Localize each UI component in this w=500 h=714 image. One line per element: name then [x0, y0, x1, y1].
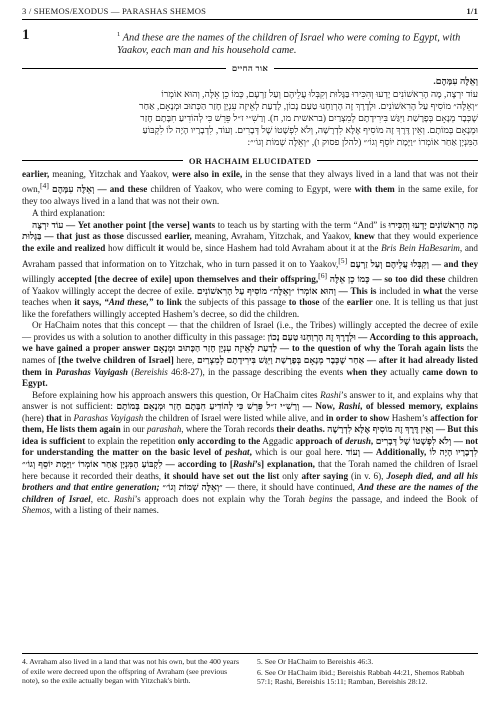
elucidation-paragraph-4: Or HaChaim notes that this concept — that the children of Israel (i.e., the Tribes) willingly accepted the decree of exile — provides us with a solution to another difficulty in this passage: וּלְדֶרֶךְ זֶה הָרְוַחְנוּ טַעַם נָכוֹן — According to this approach, we have gained a proper answer לָדַעַת לְאֵיזֶה עִנְיָן חָזַר הַכָּתוּב וּמְנָאָם — to the question of why the Torah again lists the names of [the twelve children of Israel] here, אַחַר שֶׁכְּבָר מְנָאָם בְּפָרָשַׁת וַיִּגַּשׁ בִּירִידָתָם לְמִצְרַיִם — after it had already listed them in Parashas Vayigash (Bereishis 46:8-27), in the passage describing the events when they actually came down to Egypt. — [22, 320, 478, 389]
ohr-hachaim-label: אור החיים — [231, 63, 269, 74]
hebrew-dibbur-hamaschil: וְאֵלֶּה עִמָּהֶם. — [433, 77, 478, 88]
ohr-hachaim-divider — [22, 63, 478, 73]
hebrew-line: וּמְנָאָם בְּמוֹתָם. וְאֵין דֶּרֶךְ זֶה מוֹסִיף אֶלָּא לִדְרָשָׁה, וְלֹא לִפְשָׁטוֹ שֶׁל דְּבָרִים. וְעוֹד, לִדְבָרָיו הָיָה לוֹ לִקְבּוֹעַ — [142, 126, 478, 137]
footnote-5: 5. See Or HaChaim to Bereishis 46:3. — [257, 657, 374, 666]
hebrew-line: הַמִּנְיָן אַחַר אוֹמְרוֹ ״וַיָּמָת יוֹסֵף וְגוֹ׳״ (להלן פסוק ו), ״וְאֵלֶּה שְׁמוֹת וְגוֹ׳״: — [247, 138, 478, 149]
hebrew-line: עוֹד יִרְצֶה, מָה הָרִאשׁוֹנִים יָדְעוּ וְהִכִּירוּ בַּגָּלוּת וְקִבְּלוּ עֲלֵיהֶם וְעַל זַרְעָם, כְּמוֹ כֵן אֵלֶּה, וְהוּא אוֹמְרוֹ — [161, 89, 478, 100]
running-header-left: 3 / SHEMOS/EXODUS — PARASHAS SHEMOS — [22, 6, 207, 16]
english-elucidation — [22, 169, 478, 517]
divider-rule-right — [274, 68, 478, 69]
footnotes — [22, 653, 478, 688]
elucidation-paragraph-2: A third explanation: — [32, 208, 105, 219]
divider-rule-right — [317, 160, 478, 161]
divider-rule-left — [22, 160, 183, 161]
footnote-6: 6. See Or HaChaim ibid.; Bereishis Rabbah 44:21, Shemos Rabbah 57:1; Rashi, Bereishis 15:11; Ramban, Bereishis 28:12. — [257, 667, 465, 687]
elucidation-paragraph-1: earlier, meaning, Yitzchak and Yaakov, were also in exile, in the sense that they always lived in a land that was not their own,[4] וְאֵלֶּה עִמָּהֶם — and these children of Yaakov, who were coming to Egypt, were with them in the same exile, for they too always lived in a land that was not their own. — [22, 168, 479, 206]
hebrew-commentary — [22, 76, 478, 149]
elucidated-divider — [22, 156, 478, 166]
footnote-4: 4. Avraham also lived in a land that was not his own, but the 400 years of exile were decreed upon the offspring of Avraham (see previous note), so the exile actually began with Yitzchak's birth. — [22, 657, 239, 686]
hebrew-line: שֶׁכְּבָר מְנָאָם בְּפָרָשַׁת וַיִּגַּשׁ בִּירִידָתָם לְמִצְרַיִם (בראשית מו, ח). וְרַשִׁ״י ז״ל פֵּרֵשׁ כִּי לְהוֹדִיעַ חִבָּתָם חָזַר — [140, 114, 478, 125]
verse-number: 1 — [22, 27, 30, 43]
elucidation-paragraph-3: עוֹד יִרְצֶה — Yet another point [the verse] wants to teach us by starting with the term “And” is מָה הָרִאשׁוֹנִים יָדְעוּ וְהִכִּירוּ בַּגָּלוּת — that just as those discussed earlier, meaning, Avraham, Yitzchak, and Yaakov, knew that they would experience the exile and realized how difficult it would be, since Hashem had told Avraham about it at the Bris Bein HaBesarim, and Avraham passed that information on to Yitzchak, who in turn passed it on to Yaakov,[5] וְקִבְּלוּ עֲלֵיהֶם וְעַל זַרְעָם — and they willingly accepted [the decree of exile] upon themselves and their offspring,[6] כְּמוֹ כֵן אֵלֶּה — so too did these children of Yaakov willingly accept the decree of exile. וְהוּא אוֹמְרוֹ ״וְאֵלֶּה״ מוֹסִיף עַל הָרִאשׁוֹנִים — This is included in what the verse teaches when it says, “And these,” to link the subjects of this passage to those of the earlier one. It is telling us that just like the forefathers willingly accepted Hashem’s decree, so did the children. — [22, 219, 479, 319]
footnotes-right-column — [257, 657, 478, 688]
verse-block — [22, 28, 478, 57]
verse-translation — [117, 28, 478, 57]
verse-text: And these are the names of the children of Israel who were coming to Egypt, with Yaakov, each man and his household came. — [117, 32, 461, 57]
page-number: 1/1 — [466, 6, 478, 16]
footnotes-left-column — [22, 657, 243, 688]
divider-rule-left — [22, 68, 226, 69]
running-header — [22, 6, 478, 20]
elucidated-label: OR HACHAIM ELUCIDATED — [188, 155, 312, 166]
hebrew-line: ״וְאֵלֶּה״ מוֹסִיף עַל הָרִאשׁוֹנִים. וּלְדֶרֶךְ זֶה הָרְוַחְנוּ טַעַם נָכוֹן, לָדַעַת לְאֵיזֶה עִנְיָן חָזַר הַכָּתוּב וּמְנָאָם, אַחַר — [139, 101, 478, 112]
elucidation-paragraph-5: Before explaining how his approach answers this question, Or HaChaim cites Rashi’s answer to it, and explains why that answer is not sufficient: וְרַשִׁ״י ז״ל פֵּרֵשׁ כִּי לְהוֹדִיעַ חִבָּתָם חָזַר וּמְנָאָם בְּמוֹתָם — Now, Rashi, of blessed memory, explains (here) that in Parashas Vayigash the children of Israel were listed while alive, and in order to show Hashem’s affection for them, He lists them again in our parashah, where the Torah records their deaths. וְאֵין דֶּרֶךְ זֶה מוֹסִיף אֶלָּא לִדְרָשָׁה — But this idea is sufficient to explain the repetition only according to the Aggadic approach of derush, וְלֹא לִפְשָׁטוֹ שֶׁל דְּבָרִים — not for understanding the matter on the basic level of peshat, which is our goal here. וְעוֹד — Additionally, לִדְבָרָיו הָיָה לוֹ לִקְבּוֹעַ הַמִּנְיָן אַחַר אוֹמְרוֹ ״וַיָּמָת יוֹסֵף וְגוֹ׳״ — according to [Rashi’s] explanation, that the Torah named the children of Israel here because it recorded their deaths, it should have set out the list only after saying (in v. 6), Joseph died, and all his brothers and that entire generation; ״וְאֵלֶּה שְׁמוֹת וְגוֹ׳״ — there, it should have continued, And these are the names of the children of Israel, etc. Rashi’s approach does not explain why the Torah begins the passage, and indeed the Book of Shemos, with a listing of their names. — [22, 389, 479, 516]
verse-sup: 1 — [117, 31, 121, 38]
